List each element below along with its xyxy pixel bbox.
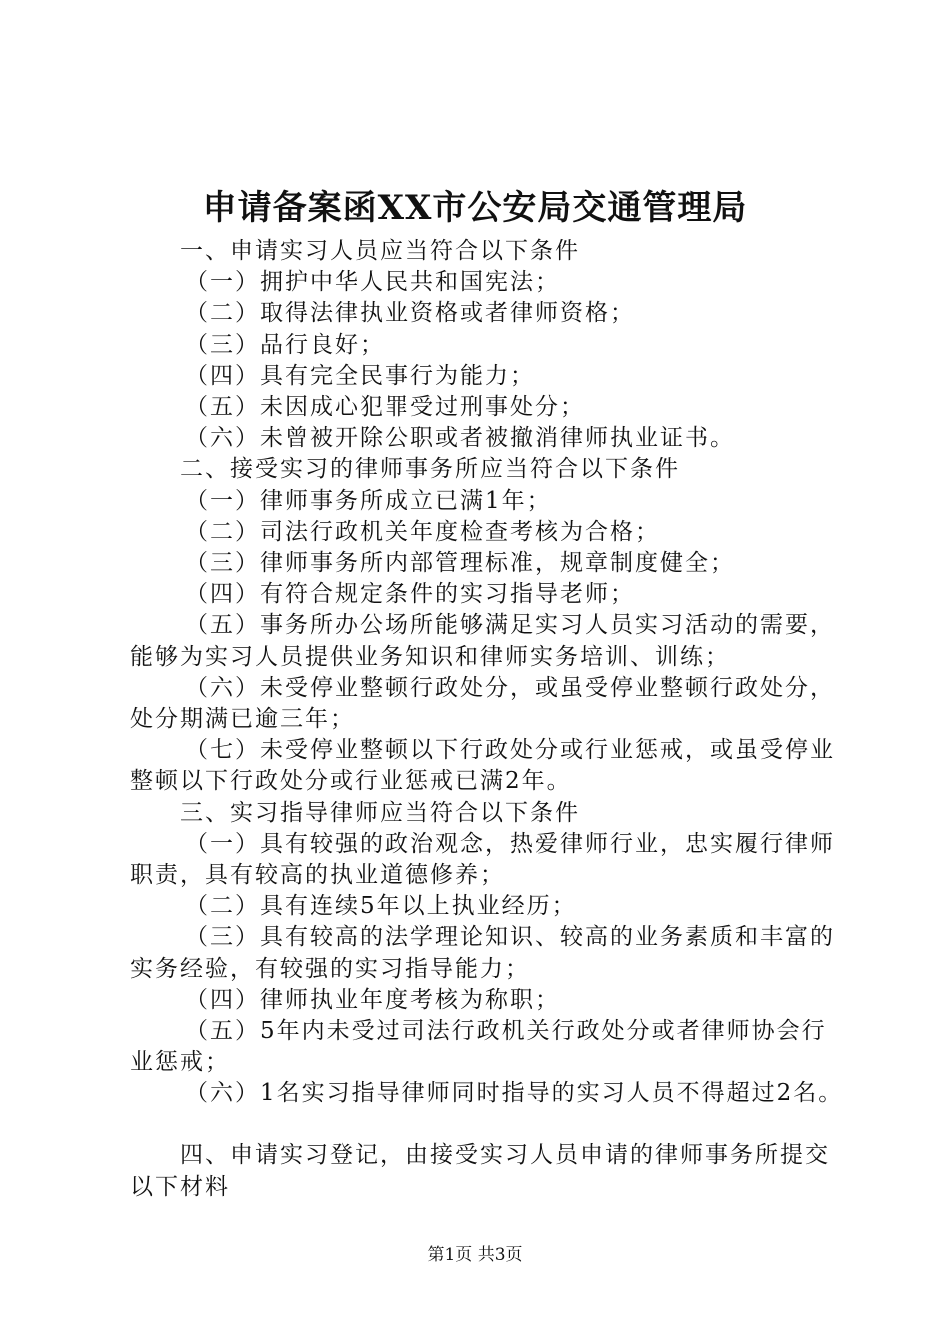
list-item: （六）未受停业整顿行政处分，或虽受停业整顿行政处分，: [185, 675, 835, 701]
list-item: （七）未受停业整顿以下行政处分或行业惩戒，或虽受停业: [185, 737, 835, 763]
list-item: （二）司法行政机关年度检查考核为合格；: [185, 519, 660, 545]
list-item: （五）5年内未受过司法行政机关行政处分或者律师协会行: [185, 1018, 827, 1044]
section-heading-3: 三、实习指导律师应当符合以下条件: [180, 800, 580, 826]
list-item: （五）未因成心犯罪受过刑事处分；: [185, 394, 585, 420]
list-item: （三）律师事务所内部管理标准，规章制度健全；: [185, 550, 735, 576]
paragraph-continuation: 以下材料: [130, 1174, 230, 1200]
list-item-continuation: 处分期满已逾三年；: [130, 706, 355, 732]
section-heading-1: 一、申请实习人员应当符合以下条件: [180, 238, 580, 264]
list-item: （四）有符合规定条件的实习指导老师；: [185, 581, 635, 607]
list-item: （五）事务所办公场所能够满足实习人员实习活动的需要，: [185, 612, 835, 638]
list-item-continuation: 整顿以下行政处分或行业惩戒已满2年。: [130, 768, 572, 794]
list-item: （四）具有完全民事行为能力；: [185, 363, 535, 389]
document-title: 申请备案函XX市公安局交通管理局: [202, 188, 748, 228]
list-item-continuation: 业惩戒；: [130, 1049, 230, 1075]
list-item: （三）品行良好；: [185, 332, 385, 358]
section-heading-2: 二、接受实习的律师事务所应当符合以下条件: [180, 456, 680, 482]
page-footer: 第1页 共3页: [427, 1245, 523, 1265]
list-item-continuation: 职责，具有较高的执业道德修养；: [130, 862, 505, 888]
list-item: （一）律师事务所成立已满1年；: [185, 488, 552, 514]
list-item-continuation: 实务经验，有较强的实习指导能力；: [130, 956, 530, 982]
section-heading-4: 四、申请实习登记，由接受实习人员申请的律师事务所提交: [180, 1142, 830, 1168]
list-item: （二）取得法律执业资格或者律师资格；: [185, 300, 635, 326]
list-item: （二）具有连续5年以上执业经历；: [185, 893, 577, 919]
list-item: （四）律师执业年度考核为称职；: [185, 987, 560, 1013]
list-item: （六）未曾被开除公职或者被撤消律师执业证书。: [185, 425, 735, 451]
list-item: （一）具有较强的政治观念，热爱律师行业，忠实履行律师: [185, 831, 835, 857]
list-item: （六）1名实习指导律师同时指导的实习人员不得超过2名。: [185, 1080, 844, 1106]
list-item: （三）具有较高的法学理论知识、较高的业务素质和丰富的: [185, 924, 835, 950]
list-item-continuation: 能够为实习人员提供业务知识和律师实务培训、训练；: [130, 644, 730, 670]
list-item: （一）拥护中华人民共和国宪法；: [185, 269, 560, 295]
